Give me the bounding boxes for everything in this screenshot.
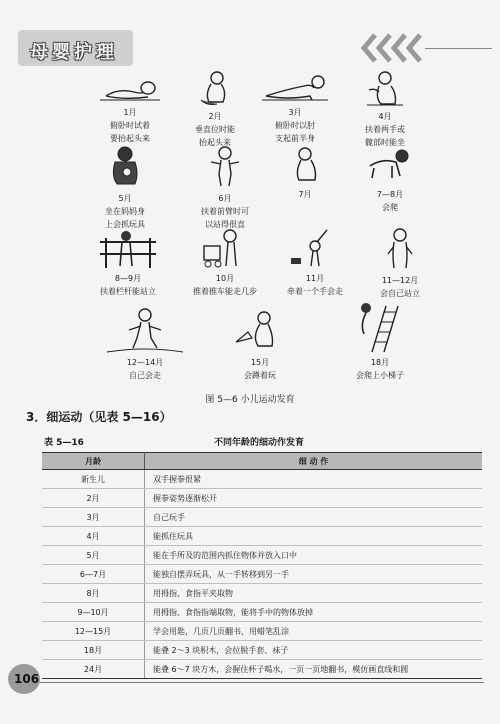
motor-development-figure	[0, 70, 500, 400]
age-cell: 24月	[42, 660, 145, 679]
age-cell: 2月	[42, 489, 145, 508]
figure-item	[255, 70, 335, 145]
figure-desc: 会爬上小梯子	[356, 371, 404, 380]
column-header-action: 细 动 作	[145, 453, 483, 470]
figure-age: 2月	[208, 112, 222, 121]
table-row	[42, 508, 482, 527]
chevron-arrows-icon	[360, 32, 435, 64]
baby-ladder-icon	[352, 300, 408, 354]
action-cell: 能叠 2～3 块积木，会拉脱手套、袜子	[145, 641, 483, 660]
action-cell: 能在手所及的范围内抓住物体并放入口中	[145, 546, 483, 565]
figure-desc: 会蹲着玩	[244, 371, 276, 380]
action-cell: 用拇指、食指指端取物，能将手中的物体放掉	[145, 603, 483, 622]
header-rule	[425, 48, 492, 49]
figure-age: 7月	[298, 190, 312, 199]
figure-desc: 会自己站立	[380, 289, 420, 298]
figure-item	[185, 146, 265, 231]
action-cell: 能独自摆弄玩具，从一手转移到另一手	[145, 565, 483, 584]
age-cell: 4月	[42, 527, 145, 546]
age-cell: 18月	[42, 641, 145, 660]
action-cell: 双手握拳很紧	[145, 470, 483, 489]
baby-walking-icon	[105, 308, 185, 354]
table-row	[42, 584, 482, 603]
baby-held-icon	[195, 70, 235, 108]
age-cell: 新生儿	[42, 470, 145, 489]
figure-age: 11—12月	[381, 276, 419, 285]
figure-age: 1月	[123, 108, 137, 117]
table-row	[42, 622, 482, 641]
age-cell: 5月	[42, 546, 145, 565]
age-cell: 8月	[42, 584, 145, 603]
figure-item	[100, 308, 190, 382]
fine-motor-table	[42, 452, 482, 679]
action-cell: 用拇指、食指平夹取物	[145, 584, 483, 603]
table-row	[42, 641, 482, 660]
figure-age: 8—9月	[114, 274, 142, 283]
figure-desc: 坐在妈妈身 上会抓玩具	[105, 207, 145, 229]
baby-on-lap-icon	[105, 146, 145, 190]
baby-supported-stand-icon	[205, 146, 245, 190]
figure-desc: 自己会走	[129, 371, 161, 380]
baby-rail-icon	[96, 228, 160, 270]
figure-age: 18月	[370, 358, 390, 367]
baby-supported-sit-icon	[365, 70, 405, 108]
action-cell: 能抓住玩具	[145, 527, 483, 546]
age-cell: 12—15月	[42, 622, 145, 641]
figure-item	[345, 70, 425, 149]
table-row	[42, 527, 482, 546]
figure-item	[275, 146, 335, 201]
baby-crawling-icon	[362, 146, 418, 186]
table-title: 不同年龄的细动作发育	[214, 438, 305, 448]
figure-item	[360, 228, 440, 300]
baby-elbows-icon	[260, 70, 330, 104]
figure-caption: 图 5—6 小儿运动发育	[205, 395, 295, 405]
column-header-age: 月龄	[42, 453, 145, 470]
figure-item	[95, 70, 165, 145]
figure-desc: 会爬	[382, 203, 398, 212]
table-row	[42, 603, 482, 622]
figure-age: 11月	[305, 274, 325, 283]
figure-desc: 扶着栏杆能站立	[100, 287, 156, 296]
baby-sitting-icon	[287, 146, 323, 186]
figure-desc: 扶着前臂时可 以站得很直	[201, 207, 249, 229]
baby-lying-icon	[98, 70, 162, 104]
figure-desc: 推着推车能走几步	[193, 287, 257, 296]
figure-item	[90, 146, 160, 231]
figure-item	[335, 300, 425, 382]
figure-desc: 俯卧时试着 要抬起头来	[110, 121, 150, 143]
figure-item	[180, 228, 270, 298]
baby-standing-icon	[380, 228, 420, 272]
section-title: 3．细运动（见表 5—16）	[26, 410, 172, 424]
figure-age: 6月	[218, 194, 232, 203]
figure-age: 10月	[215, 274, 235, 283]
figure-age: 7—8月	[376, 190, 404, 199]
figure-age: 4月	[378, 112, 392, 121]
figure-item	[88, 228, 168, 298]
table-row	[42, 660, 482, 679]
figure-desc: 扶着两手或 髋部时能坐	[365, 125, 405, 147]
baby-hand-walk-icon	[287, 228, 343, 270]
figure-age: 5月	[118, 194, 132, 203]
figure-item	[225, 308, 295, 382]
action-cell: 能叠 6～7 块方木，会握住杯子喝水，一页一页地翻书，模仿画直线和圆	[145, 660, 483, 679]
action-cell: 学会用匙，几页几页翻书，用蜡笔乱涂	[145, 622, 483, 641]
figure-item	[355, 146, 425, 214]
baby-squatting-icon	[232, 308, 288, 354]
footer-rule	[20, 682, 484, 683]
figure-item	[180, 70, 250, 149]
table-number: 表 5—16	[44, 438, 84, 448]
figure-desc: 俯卧时以肘 支起前半身	[275, 121, 315, 143]
action-cell: 握拳姿势逐渐松开	[145, 489, 483, 508]
header-title: 母婴护理	[30, 42, 118, 63]
table-row	[42, 546, 482, 565]
figure-item	[270, 228, 360, 298]
figure-desc: 牵着一个手会走	[287, 287, 343, 296]
table-row	[42, 470, 482, 489]
baby-cart-icon	[200, 228, 250, 270]
action-cell: 自己玩手	[145, 508, 483, 527]
figure-age: 12—14月	[126, 358, 164, 367]
age-cell: 6—7月	[42, 565, 145, 584]
figure-desc: 垂直位时能 抬起头来	[195, 125, 235, 147]
page-number: 106	[14, 672, 40, 686]
age-cell: 3月	[42, 508, 145, 527]
table-row	[42, 489, 482, 508]
table-row	[42, 565, 482, 584]
figure-age: 15月	[250, 358, 270, 367]
figure-age: 3月	[288, 108, 302, 117]
age-cell: 9—10月	[42, 603, 145, 622]
